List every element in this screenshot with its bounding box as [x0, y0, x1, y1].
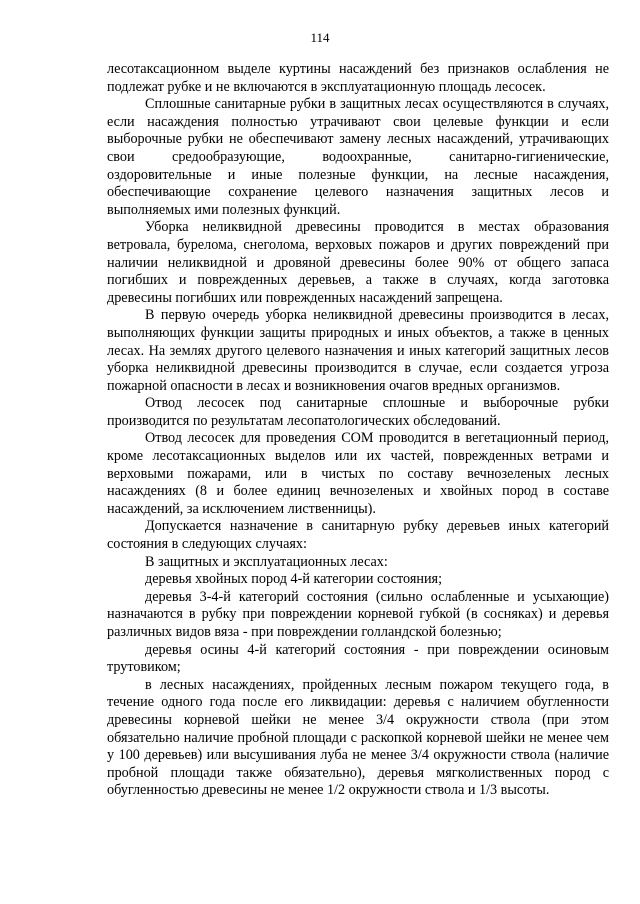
list-item-conifers: деревья хвойных пород 4-й категории состояния;	[145, 571, 443, 588]
paragraph-cleanup-priority: В первую очередь уборка неликвидной древесины производится в лесах, выполняющих функции защиты природных и иных объектов, а также в ценных лесах. На землях другого целевого назначения и иных категорий защитных лесов уборка неликвидной древесины производится в случае, если создается угроза пожарной опасности в лесах и возникновения очагов вредных организмов.	[107, 307, 609, 394]
list-item-root-sponge-elm: деревья 3-4-й категорий состояния (сильно ослабленные и усыхающие) назначаются в рубку при повреждении корневой губкой (в сосняках) и деревья различных видов вяза - при повреждении голландской болезнью;	[107, 588, 609, 640]
paragraph-protective-forests-heading: В защитных и эксплуатационных лесах:	[145, 553, 388, 570]
page-number: 114	[310, 30, 330, 45]
paragraph-cutting-area-allocation: Отвод лесосек под санитарные сплошные и выборочные рубки производится по результатам лесопатологических обследований.	[107, 395, 609, 429]
paragraph-continuation: лесотаксационном выделе куртины насаждений без признаков ослабления не подлежат рубке и не включаются в эксплуатационную площадь лесосек.	[107, 61, 609, 95]
paragraph-other-categories-intro: Допускается назначение в санитарную рубку деревьев иных категорий состояния в следующих случаях:	[107, 518, 609, 553]
list-item-aspen: деревья осины 4-й категорий состояния - при повреждении осиновым трутовиком;	[107, 641, 609, 676]
paragraph-som-allocation: Отвод лесосек для проведения СОМ проводится в вегетационный период, кроме лесотаксационных выделов или их частей, поврежденных ветрами и верховыми пожарами, или в чистых по составу вечнозеленых лесных насаждениях (8 и более единиц вечнозеленых и хвойных пород в составе насаждений, за исключением лиственницы).	[107, 430, 609, 517]
paragraph-illiquid-wood-cleanup: Уборка неликвидной древесины проводится в местах образования ветровала, бурелома, снеголома, верховых пожаров и других повреждений при наличии неликвидной и дровяной древесины более 90% от общего запаса погибших и поврежденных деревьев, а также в случаях, когда заготовка древесины погибших или поврежденных насаждений запрещена.	[107, 219, 609, 306]
list-item-fire-damaged: в лесных насаждениях, пройденных лесным пожаром текущего года, в течение одного года после его ликвидации: деревья с наличием обугленности древесины корневой шейки не менее 3/4 окружности ствола (при этом обязательно наличие пробной площади с раскопкой корневой шейки не менее чем у 100 деревьев) или высушивания луба не менее 3/4 окружности ствола (наличие пробной площади также обязательно), деревья мягколиственных пород с обугленностью древесины не менее 1/2 окружности ствола и 1/3 высоты.	[107, 676, 609, 799]
paragraph-clear-sanitary-felling: Сплошные санитарные рубки в защитных лесах осуществляются в случаях, если насаждения полностью утрачивают свои целевые функции и если выборочные рубки не обеспечивают замену лесных насаждений, утрачивающих свои средообразующие, водоохранные, санитарно-гигиенические, оздоровительные и иные полезные функции, на лесные насаждения, обеспечивающие сохранение целевого назначения защитных лесов и выполняемых ими полезных функций.	[107, 96, 609, 218]
body-text	[107, 61, 609, 800]
